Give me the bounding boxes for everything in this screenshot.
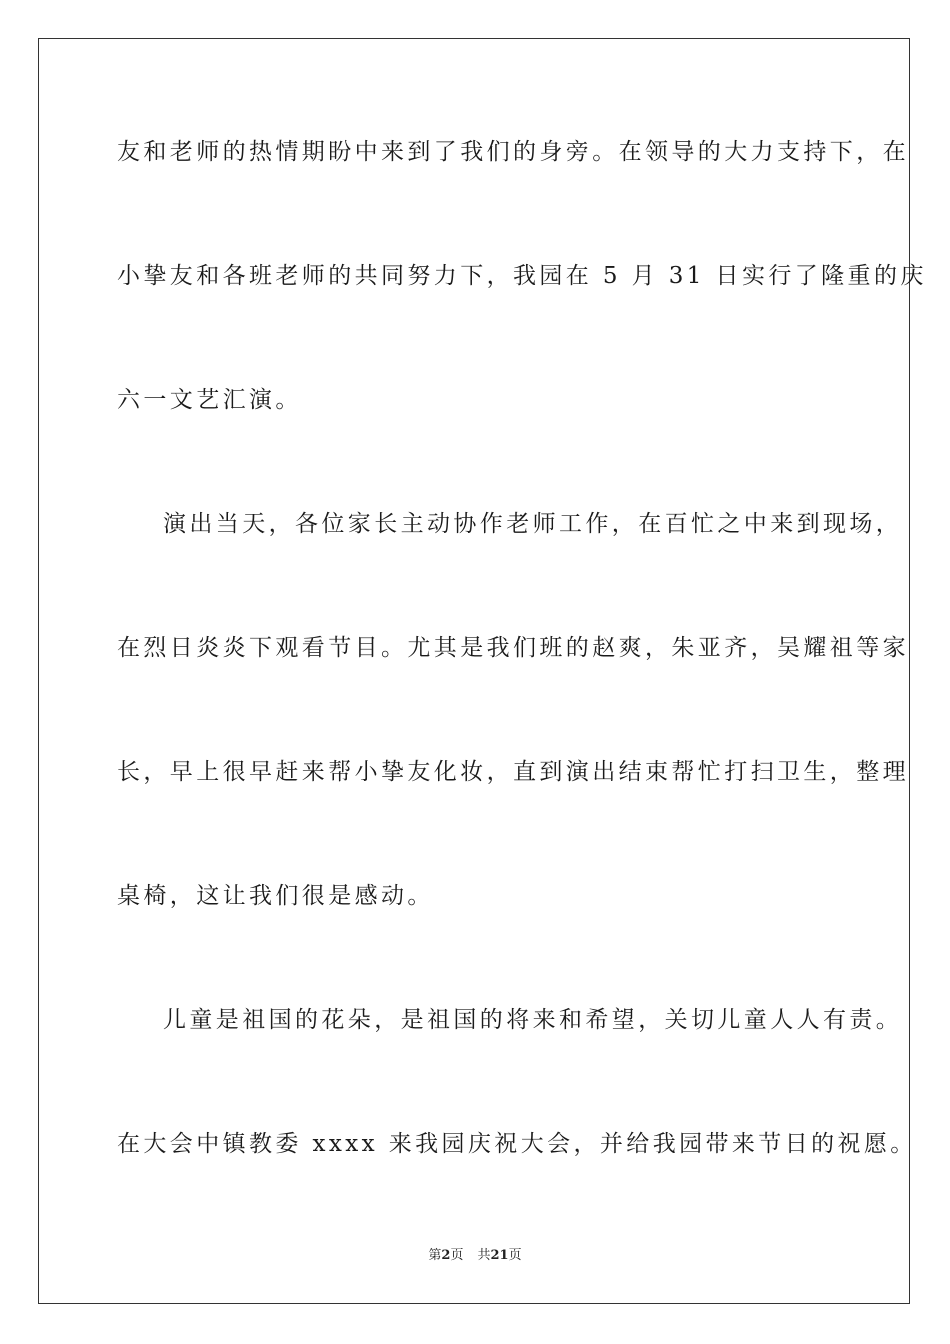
total-pages: 21 [490, 1248, 509, 1263]
paragraph-line-5: 在烈日炎炎下观看节目。尤其是我们班的赵爽，朱亚齐，吴耀祖等家 [117, 635, 909, 661]
total-prefix: 共 [477, 1248, 491, 1263]
paragraph-line-4: 演出当天，各位家长主动协作老师工作，在百忙之中来到现场， [163, 511, 903, 537]
paragraph-line-8: 儿童是祖国的花朵，是祖国的将来和希望，关切儿童人人有责。 [163, 1007, 903, 1033]
paragraph-line-6: 长，早上很早赶来帮小挚友化妆，直到演出结束帮忙打扫卫生，整理 [117, 759, 909, 785]
page-footer [0, 1247, 950, 1265]
paragraph-line-2: 小挚友和各班老师的共同努力下，我园在 5 月 31 日实行了隆重的庆 [117, 263, 927, 289]
paragraph-line-9: 在大会中镇教委 xxxx 来我园庆祝大会，并给我园带来节日的祝愿。 [117, 1131, 917, 1157]
paragraph-line-1: 友和老师的热情期盼中来到了我们的身旁。在领导的大力支持下，在 [117, 139, 909, 165]
page-suffix: 页 [450, 1248, 464, 1263]
paragraph-line-7: 桌椅，这让我们很是感动。 [117, 883, 434, 909]
page-number: 2 [441, 1248, 451, 1263]
total-suffix: 页 [508, 1248, 522, 1263]
page-border [38, 38, 927, 1304]
page-prefix: 第 [428, 1248, 442, 1263]
paragraph-line-3: 六一文艺汇演。 [117, 387, 302, 413]
